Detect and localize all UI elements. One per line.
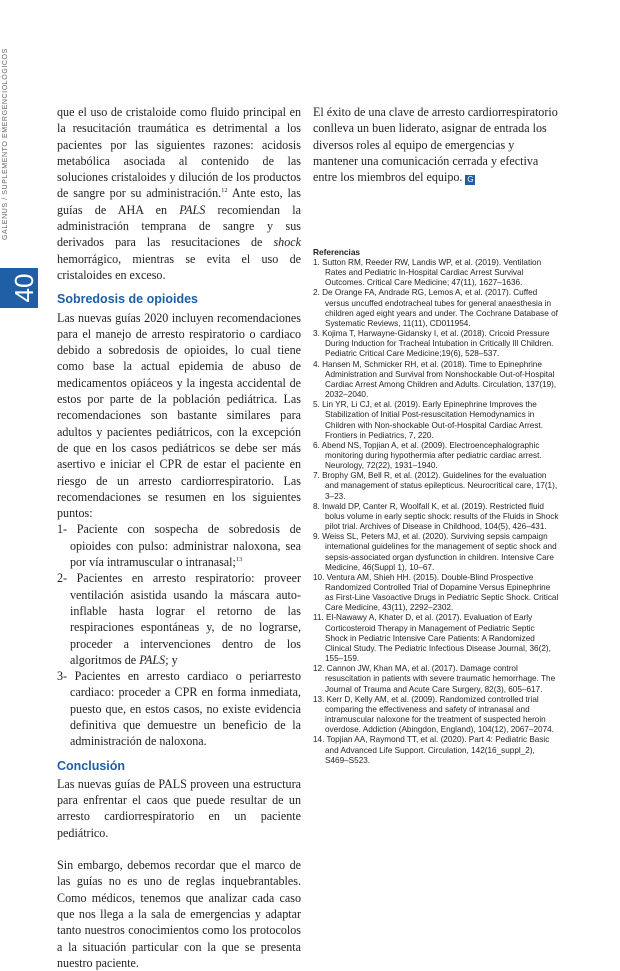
references-title: Referencias	[313, 247, 361, 257]
reference-item: 7. Brophy GM, Bell R, et al. (2012). Guidelines for the evaluation and management of status epilepticus. Neurocritical care, 17(1), 3–23.	[313, 471, 558, 501]
references-list	[313, 258, 559, 766]
reference-item: 13. Kerr D, Kelly AM, et al. (2009). Randomized controlled trial comparing the effectiveness and safety of intranasal and intramuscular naloxone for the treatment of suspected heroin overdose. Addiction (Abingdon, England), 104(12), 2067–2074.	[313, 694, 554, 735]
reference-item: 5. Lin YR, Li CJ, et al. (2019). Early Epinephrine Improves the Stabilization of Initial Post-resuscitation Hemodynamics in Children with Non-shockable Out-of-Hospital Cardiac Arrest. Frontiers in Pediatrics, 7, 220.	[313, 400, 543, 440]
list-item: 3- Pacientes en arresto cardiaco o periarresto cardiaco: proceder a CPR en forma inmediata, puesto que, en estos casos, no existe evidencia definitiva que demuestre un beneficio de la administración de naloxona.	[57, 669, 301, 749]
intro-paragraph: que el uso de cristaloide como fluido principal en la resucitación traumática es detrimental a los pacientes por las siguientes razones: acidosis metabólica asociada al contenido de las soluciones cristaloides y dilución de los productos de sangre por su administración.$^{12}$ Ante esto, las guías de AHA en PALS recomiendan la administración temprana de sangre y sus derivados para las resucitaciones de shock hemorrágico, mientras se evita el uso de cristaloides en exceso.	[57, 105, 301, 282]
reference-item: 2. De Orange FA, Andrade RG, Lemos A, et al. (2017). Cuffed versus uncuffed endotracheal tubes for general anaesthesia in children aged eight years and under. The Cochrane Database of Systematic Reviews, 11(11), CD011954.	[313, 288, 558, 328]
opioid-recommendations-list	[57, 521, 301, 749]
journal-side-label	[0, 48, 14, 240]
reference-item: 3. Kojima T, Harwayne-Gidansky I, et al. (2018). Cricoid Pressure During Induction for Tracheal Intubation in Critically Ill Children. Pediatric Critical Care Medicine;19(6), 528–537.	[313, 329, 554, 359]
reference-item: 14. Topjian AA, Raymond TT, et al. (2020). Part 4: Pediatric Basic and Advanced Life Support. Circulation, 142(16_suppl_2), S469–S523.	[313, 735, 550, 765]
section-heading-conclusion: Conclusión	[57, 758, 126, 773]
closing-paragraph: El éxito de una clave de arresto cardiorrespiratorio conlleva un buen liderato, asignar de entrada los diversos roles al equipo de emergencias y mantener una comunicación cerrada y efectiva entre los miembros del equipo. G	[313, 105, 558, 185]
reference-item: 12. Cannon JW, Khan MA, et al. (2017). Damage control resuscitation in patients with severe traumatic hemorrhage. The Journal of Trauma and Acute Care Surgery, 82(3), 605–617.	[313, 664, 556, 694]
page-number: 40	[9, 273, 39, 303]
reference-item: 8. Inwald DP, Canter R, Woolfall K, et al. (2019). Restricted fluid bolus volume in early septic shock: results of the Fluids in Shock pilot trial. Archives of Disease in Childhood, 104(5), 426–431.	[313, 501, 559, 532]
conclusion-paragraph-2: Sin embargo, debemos recordar que el marco de las guías no es uno de reglas inquebrantables. Como médicos, tenemos que analizar cada caso que nos llega a la sala de emergencias y adaptar tanto nuestros conocimientos como los protocolos a la situación particular con la que se presenta nuestro paciente.	[57, 858, 301, 970]
left-column	[57, 104, 301, 971]
right-column	[313, 104, 561, 185]
conclusion-paragraph-1: Las nuevas guías de PALS proveen una estructura para enfrentar el caos que puede resultar de un arresto cardiorrespiratorio en un paciente pediátrico.	[57, 776, 301, 840]
reference-item: 10. Ventura AM, Shieh HH. (2015). Double-Blind Prospective Randomized Controlled Trial of Dopamine Versus Epinephrine as First-Line Vasoactive Drugs in Pediatric Septic Shock. Critical Care Medicine, 43(11), 2292–2302.	[313, 572, 559, 613]
reference-item: 1. Sutton RM, Reeder RW, Landis WP, et al. (2019). Ventilation Rates and Pediatric In-Hospital Cardiac Arrest Survival Outcomes. Critical Care Medicine; 47(11), 1627–1636.	[313, 258, 542, 288]
reference-item: 11. El-Nawawy A, Khater D, et al. (2017). Evaluation of Early Corticosteroid Therapy in Management of Pediatric Septic Shock in Pediatric Intensive Care Patients: A Randomized Clinical Study. The Pediatric Infectious Disease Journal, 36(2), 155–159.	[313, 613, 551, 664]
journal-side-label-text: GALENUS / SUPLEMENTO EMERGENCIOLÓGICOS	[2, 48, 9, 240]
opioids-paragraph: Las nuevas guías 2020 incluyen recomendaciones para el manejo de arresto respiratorio o cardiaco debido a sobredosis de opioides, lo cual tiene como base la actual epidemia de abuso de medicamentos opiáceos y la ingesta accidental de estos por parte de la población pediátrica. Las recomendaciones son bastante similares para adultos y pacientes pediátricos, con la excepción de que en los casos pediátricos se debe ser más asertivo e iniciar el CPR de estar el paciente en riesgo de un arresto cardiorrespiratorio. Las recomendaciones se resumen en los siguientes puntos:	[57, 310, 301, 521]
list-item: 2- Pacientes en arresto respiratorio: proveer ventilación asistida usando la máscara auto-inflable hasta lograr el retorno de las respiraciones espontáneas y, de no lograrse, proceder a intervenciones dentro de los algoritmos de PALS; y	[57, 571, 301, 667]
reference-item: 9. Weiss SL, Peters MJ, et al. (2020). Surviving sepsis campaign international guidelines for the management of septic shock and sepsis-associated organ dysfunction in children. Intensive Care Medicine, 46(Suppl 1), 10–67.	[313, 532, 557, 572]
page-number-tab	[0, 268, 38, 308]
list-item: 1- Paciente con sospecha de sobredosis de opioides con pulso: administrar naloxona, sea por vía intramuscular o intranasal;$^{13}$	[57, 522, 301, 570]
reference-item: 4. Hansen M, Schmicker RH, et al. (2018). Time to Epinephrine Administration and Survival from Nonshockable Out-of-Hospital Cardiac Arrest Among Children and Adults. Circulation, 137(19), 2032–2040.	[313, 359, 557, 400]
reference-item: 6. Abend NS, Topjian A, et al. (2009). Electroencephalographic monitoring during hypothermia after pediatric cardiac arrest. Neurology, 72(22), 1931–1940.	[313, 440, 542, 471]
article-end-icon: G	[467, 175, 474, 185]
section-heading-opioids: Sobredosis de opioides	[57, 292, 198, 307]
